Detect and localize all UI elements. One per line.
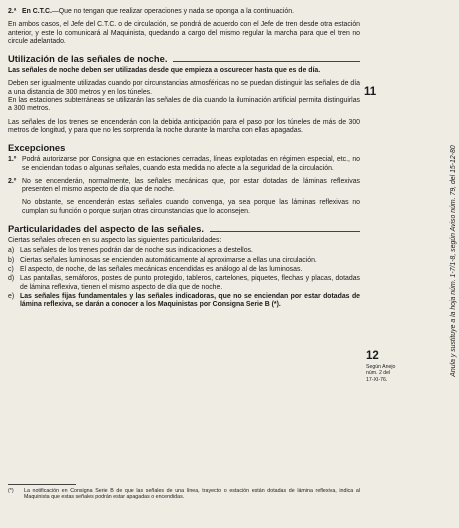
heading-rule <box>173 61 360 62</box>
footnote <box>8 484 360 501</box>
list-item <box>8 275 360 292</box>
vertical-side-note: Anula y sustituye a la hoja núm. 1-7/1-8, según Aviso núm. 79, del 15-12-80 <box>450 145 457 377</box>
item-number: 2.ª <box>8 8 17 15</box>
item-text: Ciertas señales luminosas se encienden automáticamente al aproximarse a ellas una circulación. <box>20 256 317 264</box>
main-text-column <box>8 8 360 310</box>
annotation-line: 17-XI-76. <box>366 376 388 383</box>
item-letter: c) <box>8 265 14 273</box>
footnote-rule <box>8 484 76 485</box>
exceptions-note: No obstante, se encenderán estas señales cuando convenga, ya sea porque las láminas reflexivas no cumplan su función o porque surjan otras circunstancias que lo aconsejen. <box>22 199 360 215</box>
exception-item <box>8 178 360 195</box>
section-12-title: Particularidades del aspecto de las señales. <box>8 223 204 235</box>
exception-item <box>8 156 360 173</box>
section-12-heading <box>8 223 360 234</box>
annotation-line: Según Anejo <box>366 364 396 370</box>
item-lead: En C.T.C. <box>22 8 52 15</box>
item-letter: a) <box>8 247 15 255</box>
item-letter: b) <box>8 256 15 264</box>
section-12-lead: Ciertas señales ofrecen en su aspecto las siguientes particularidades: <box>8 237 222 245</box>
item-letter: d) <box>8 275 15 283</box>
section-11-paragraph-2: En las estaciones subterráneas se utilizarán las señales de día cuando la iluminación artificial permita distinguirlas a 300 metros. <box>8 97 360 113</box>
item-number: 1.º <box>8 156 17 164</box>
exceptions-title: Excepciones <box>8 142 66 154</box>
list-item <box>8 266 360 274</box>
heading-rule <box>210 231 360 232</box>
intro-paragraph: En ambos casos, el Jefe del C.T.C. o de circulación, se pondrá de acuerdo con el Jefe de tren desde otra estación anterior, y este lo comunicará al Maquinista, quedando a cargo del mismo regular la marcha para que el tren no circule adelantado. <box>8 21 360 45</box>
list-item <box>8 247 360 255</box>
item-letter: e) <box>8 292 15 300</box>
item-number: 2.º <box>8 177 17 185</box>
footnote-mark: (*) <box>8 488 14 494</box>
section-12-number: 12 <box>366 350 379 362</box>
exceptions-heading <box>8 142 360 153</box>
item-text: El aspecto, de noche, de las señales mecánicas encendidas es análogo al de las luminosas. <box>20 265 303 273</box>
list-item <box>8 257 360 265</box>
section-11-lead: Las señales de noche deben ser utilizadas desde que empieza a oscurecer hasta que es de día. <box>8 67 321 75</box>
section-12-side-annotation <box>366 364 395 383</box>
top-list-item <box>8 8 360 16</box>
section-11-title: Utilización de las señales de noche. <box>8 53 168 65</box>
item-text: —Que no tengan que realizar operaciones y nada se oponga a la continuación. <box>51 8 294 15</box>
item-text: Las señales fijas fundamentales y las señales indicadoras, que no se enciendan por estar dotadas de lámina reflexiva, se darán a conocer a los Maquinistas por Consigna Serie B (*). <box>20 292 360 309</box>
section-11-paragraph-1: Deben ser igualmente utilizadas cuando por circunstancias atmosféricas no se puedan distinguir las señales de día a una distancia de 300 metros y en los túneles. <box>8 80 360 96</box>
item-text: No se encenderán, normalmente, las señales mecánicas que, por estar dotadas de láminas reflexivas presenten el mismo aspecto de día que de noche. <box>22 177 360 194</box>
particularities-list <box>8 247 360 309</box>
annotation-line: núm. 2 del <box>366 370 391 377</box>
item-text: Las pantallas, semáforos, postes de punto protegido, tableros, cartelones, piquetes, flechas y placas, dotadas de lámina reflexiva, tienen el mismo aspecto de día que de noche. <box>20 275 360 291</box>
list-item <box>8 293 360 310</box>
section-11-heading <box>8 53 360 64</box>
section-11-number: 11 <box>364 86 377 98</box>
section-11-paragraph-3: Las señales de los trenes se encenderán con la debida anticipación para el paso por los túneles de más de 300 metros de longitud, y para que no les sorprenda la noche durante la marcha con ellas apagadas. <box>8 118 360 134</box>
item-text: Las señales de los trenes podrán dar de noche sus indicaciones a destellos. <box>20 247 253 255</box>
footnote-text: La notificación en Consigna Serie B de que las señales de una línea, trayecto o estación están dotadas de lámina reflexiva, indica al Maquinista que estas señales podrán estar apagadas o encendidas. <box>24 488 360 501</box>
item-text: Podrá autorizarse por Consigna que en estaciones cerradas, líneas explotadas en régimen especial, etc., no se enciendan todas o algunas señales, cuando esta medida no afecte a la seguridad de la circulación. <box>22 156 360 172</box>
